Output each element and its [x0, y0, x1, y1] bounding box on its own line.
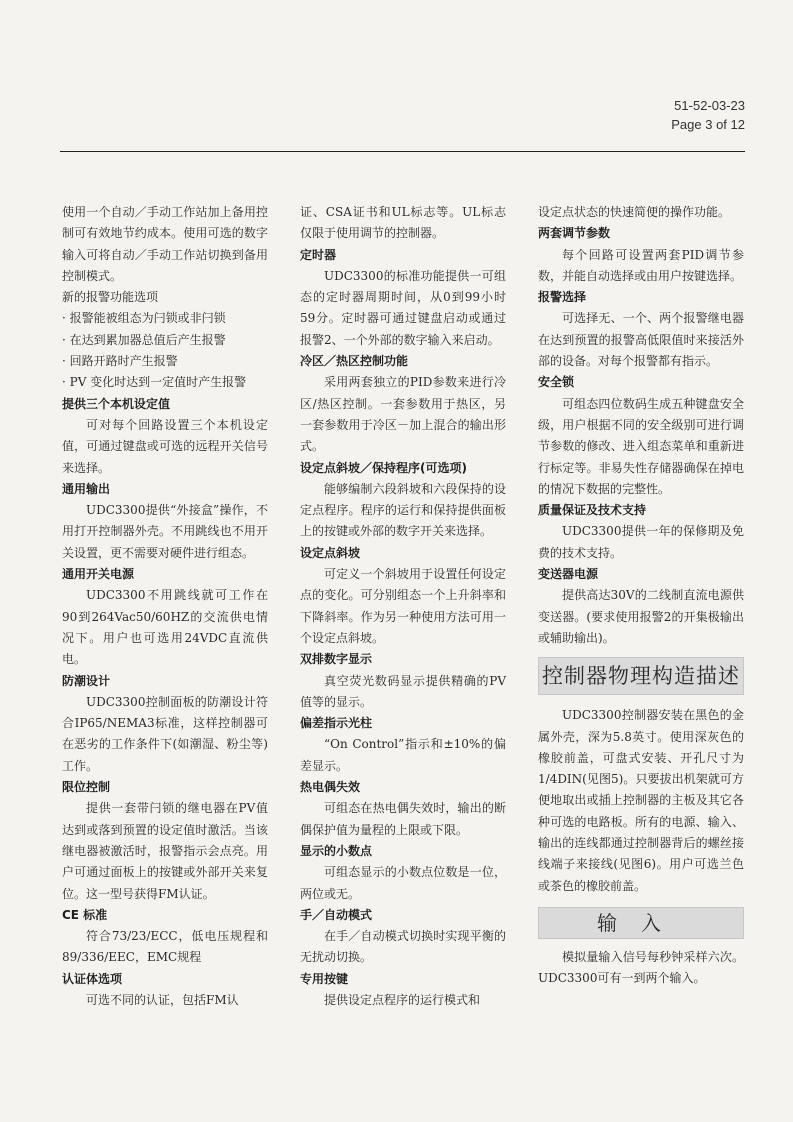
section-title: 偏差指示光柱: [300, 716, 373, 731]
section-title: 热电偶失效: [300, 780, 361, 795]
section-text: 每个回路可设置两套PID调节参数，并能自动选择或由用户按键选择。: [538, 247, 744, 283]
section-text: 可选不同的认证，包括FM认: [86, 992, 239, 1007]
section-title: 双排数字显示: [300, 652, 373, 667]
section-text: 设定点状态的快速简便的操作功能。: [538, 205, 731, 219]
section-title: 设定点斜坡／保持程序(可选项): [300, 460, 467, 475]
section-text: 可组态在热电偶失效时，输出的断偶保护值为量程的上限或下限。: [300, 801, 506, 837]
input-banner: 输入: [538, 907, 744, 939]
section-title: 显示的小数点: [300, 843, 373, 858]
section-title: 质量保证及技术支持: [538, 503, 647, 518]
column-left: [62, 202, 268, 1011]
section-text: UDC3300控制面板的防潮设计符合IP65/NEMA3标准，这样控制器可在恶劣的工作条件下(如潮湿、粉尘等)工作。: [62, 694, 268, 773]
section-title: 定时器: [300, 247, 337, 262]
section-title: 限位控制: [62, 780, 111, 795]
header-rule: [60, 151, 745, 152]
section-text: 能够编制六段斜坡和六段保持的设定点程序。程序的运行和保持提供面板上的按键或外部的数字开关来选择。: [300, 481, 506, 539]
section-title: 设定点斜坡: [300, 545, 361, 560]
physical-construction-banner: 控制器物理构造描述: [538, 657, 744, 695]
page-number: Page 3 of 12: [671, 117, 745, 132]
alarm-option-item: · 回路开路时产生报警: [62, 354, 178, 369]
section-text: UDC3300的标准功能提供一可组态的定时器周期时间，从0到99小时59分。定时器可通过键盘启动或通过报警2、一个外部的数字输入来启动。: [300, 268, 506, 347]
section-text: UDC3300提供“外接盒”操作，不用打开控制器外壳。不用跳线也不用开关设置，更不需要对硬件进行组态。: [62, 503, 268, 560]
section-text: 提供高达30V的二线制直流电源供变送器。(要求使用报警2的开集极输出或辅助输出)。: [538, 588, 744, 645]
section-text: UDC3300控制器安装在黑色的金属外壳，深为5.8英寸。使用深灰色的橡胶前盖，可盘式安装、开孔尺寸为1/4DIN(见图5)。只要拔出机架就可方便地取出或插上控制器的主板及其它各种可选的电路板。所有的电源、输入、输出的连线都通过控制器背后的螺丝接线端子来接线(见图6)。用户可选兰色或茶色的橡胶前盖。: [538, 708, 744, 893]
section-text: 可组态显示的小数点位数是一位，两位或无。: [300, 865, 506, 901]
section-text: 可选择无、一个、两个报警继电器在达到预置的报警高低限值时来接活外部的设备。对每个报警都有指示。: [538, 311, 744, 369]
section-text: 可组态四位数码生成五种键盘安全级，用户根据不同的安全级别可进行调节参数的修改、进入组态菜单和重新进行标定等。非易失性存储器确保在掉电的情况下数据的完整性。: [538, 396, 744, 496]
section-text: UDC3300不用跳线就可工作在90到264Vac50/60HZ的交流供电情况下。用户也可选用24VDC直流供电。: [62, 588, 268, 667]
section-title: 通用输出: [62, 481, 111, 496]
column-middle: [300, 202, 506, 1011]
section-title: 变送器电源: [538, 567, 599, 582]
alarm-options-heading: 新的报警功能选项: [62, 290, 159, 305]
section-text: 采用两套独立的PID参数来进行冷区/热区控制。一套参数用于热区，另一套参数用于冷区－加上混合的输出形式。: [300, 375, 506, 454]
section-text: 提供一套带闩锁的继电器在PV值达到或落到预置的设定值时激活。当该继电器被激活时，报警指示会点亮。用户可通过面板上的按键或外部开关来复位。这一型号获得FM认证。: [62, 801, 268, 901]
alarm-option-item: · 在达到累加器总值后产生报警: [62, 332, 226, 347]
section-text: 可对每个回路设置三个本机设定值，可通过键盘或可选的远程开关信号来选择。: [62, 417, 268, 475]
section-title: 防潮设计: [62, 673, 111, 688]
column-right: [538, 202, 744, 990]
section-text: 模拟量输入信号每秒钟采样六次。UDC3300可有一到两个输入。: [538, 949, 744, 986]
page-header: [671, 96, 745, 134]
section-text: “On Control”指示和±10%的偏差显示。: [300, 737, 506, 773]
section-text: 在手／自动模式切换时实现平衡的无扰动切换。: [300, 929, 506, 965]
section-title: 手／自动模式: [300, 907, 373, 922]
intro-paragraph: 使用一个自动／手动工作站加上备用控制可有效地节约成本。使用可选的数字输入可将自动／手动工作站切换到备用控制模式。: [62, 205, 268, 283]
section-title: 通用开关电源: [62, 567, 135, 582]
section-title: 提供三个本机设定值: [62, 396, 171, 411]
section-title: 认证体选项: [62, 971, 123, 986]
section-title: 两套调节参数: [538, 226, 611, 241]
section-title: CE 标准: [62, 907, 108, 922]
section-title: 专用按键: [300, 971, 349, 986]
alarm-option-item: · 报警能被组态为闩锁或非闩锁: [62, 311, 226, 326]
doc-number: 51-52-03-23: [674, 98, 745, 113]
alarm-option-item: · PV 变化时达到一定值时产生报警: [62, 375, 247, 390]
section-title: 冷区／热区控制功能: [300, 354, 409, 369]
section-text: 提供设定点程序的运行模式和: [324, 992, 481, 1007]
section-title: 安全锁: [538, 375, 575, 390]
section-text: 真空荧光数码显示提供精确的PV值等的显示。: [300, 673, 506, 709]
section-text: UDC3300提供一年的保修期及免费的技术支持。: [538, 524, 744, 560]
section-title: 报警选择: [538, 290, 587, 305]
section-text: 符合73/23/ECC，低电压规程和89/336/EEC，EMC规程: [62, 929, 268, 965]
section-text: 可定义一个斜坡用于设置任何设定点的变化。可分别组态一个上升斜率和下降斜率。作为另一种使用方法可用一个设定点斜坡。: [300, 567, 506, 645]
section-text: 证、CSA证书和UL标志等。UL标志仅限于使用调节的控制器。: [300, 205, 506, 241]
